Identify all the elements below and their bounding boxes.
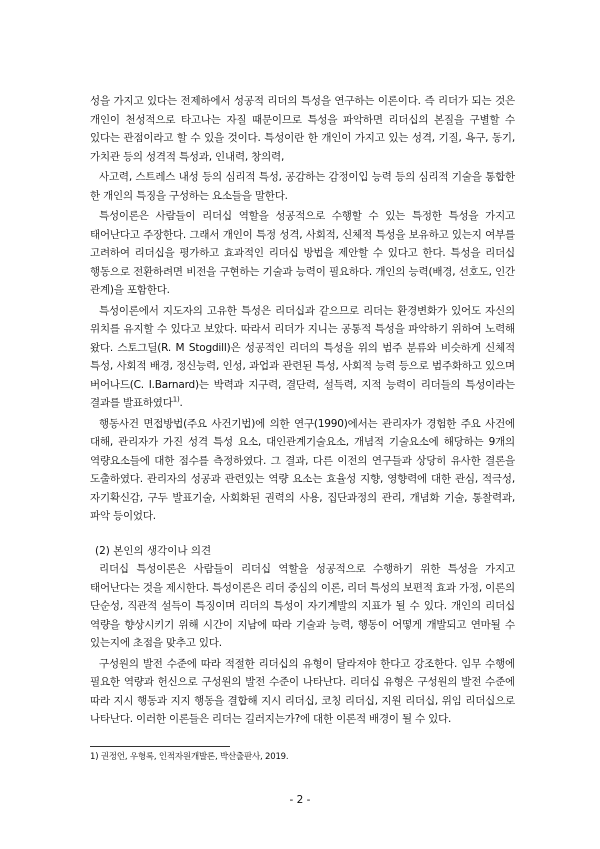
footnote-reference[interactable]: 1)	[172, 395, 180, 404]
paragraph-4	[90, 302, 515, 413]
paragraph-2: 사고력, 스트레스 내성 등의 심리적 특성, 공감하는 감정이입 능력 등의 심리적 기술을 통합한 한 개인의 특징을 구성하는 요소들을 말한다.	[90, 171, 515, 202]
paragraph-1: 성을 가지고 있다는 전제하에서 성공적 리더의 특성을 연구하는 이론이다. 즉 리더가 되는 것은 개인이 천성적으로 타고나는 자질 때문이므로 특성을 파악하면 리더십의 본질을 구별할 수 있다는 관점이라고 할 수 있을 것이다. 특성이란 한 개인이 가지고 있는 성격, 기질, 욕구, 동기, 가치관 등의 성격적 특성과, 인내력, 창의력,	[90, 95, 515, 163]
paragraph-3: 특성이론은 사람들이 리더십 역할을 성공적으로 수행할 수 있는 특정한 특성을 가지고 태어난다고 주장한다. 그래서 개인이 특정 성격, 사회적, 신체적 특성을 보유하고 있는지 여부를 고려하여 리더십을 평가하고 효과적인 리더십 방법을 제안할 수 있다고 한다. 특성을 리더십 행동으로 전환하려면 비전을 구현하는 기술과 능력이 필요하다. 개인의 능력(배경, 선호도, 인간 관계)을 포함한다.	[90, 210, 515, 296]
paragraph-6: 리더십 특성이론은 사람들이 리더십 역할을 성공적으로 수행하기 위한 특성을 가지고 태어난다는 것을 제시한다. 특성이론은 리더 중심의 이론, 리더 특성의 보편적 효과 가정, 이론의 단순성, 직관적 설득이 특징이며 리더의 특성이 자기계발의 지표가 될 수 있다. 개인의 리더십 역량을 향상시키기 위해 시간이 지남에 따라 기술과 능력, 행동이 어떻게 개발되고 연마될 수 있는지에 초점을 맞추고 있다.	[90, 563, 515, 649]
footnote: 1) 권정언, 우형록, 인적자원개발론, 박산출판사, 2019.	[90, 752, 289, 762]
section-spacer	[90, 528, 515, 542]
paragraph-7: 구성원의 발전 수준에 따라 적절한 리더십의 유형이 달라져야 한다고 강조한다. 임무 수행에 필요한 역량과 헌신으로 구성원의 발전 수준이 나타난다. 리더십 유형은 구성원의 발전 수준에 따라 지시 행동과 지지 행동을 결합해 지시 리더십, 코칭 리더십, 지원 리더십, 위임 리더십으로 나타난다. 이러한 이론들은 리더는 길러지는가?에 대한 이론적 배경이 될 수 있다.	[90, 657, 515, 725]
footnote-divider	[90, 746, 230, 747]
page-number: - 2 -	[289, 794, 311, 806]
paragraph-5: 행동사건 면접방법(주요 사건기법)에 의한 연구(1990)에서는 관리자가 경험한 주요 사건에 대해, 관리자가 가진 성격 특성 요소, 대인관계기술요소, 개념적 기술요소에 해당하는 9개의 역량요소들에 대한 점수를 측정하였다. 그 결과, 다른 이전의 연구들과 상당히 유사한 결론을 도출하였다. 관리자의 성공과 관련있는 역량 요소는 효율성 지향, 영향력에 대한 관심, 적극성, 자기확신감, 구두 발표기술, 사회화된 권력의 사용, 집단과정의 관리, 개념화 기술, 통찰력과, 파악 등이었다.	[90, 417, 515, 522]
paragraph-4-text: 특성이론에서 지도자의 고유한 특성은 리더십과 같으므로 리더는 환경변화가 있어도 자신의 위치를 유지할 수 있다고 보았다. 따라서 리더가 지니는 공통적 특성을 파악하기 위하여 노력해 왔다. 스토그딜(R. M Stogdill)은 성공적인 리더의 특성을 위의 범주 분류와 비슷하게 신체적 특성, 사회적 배경, 정신능력, 인성, 과업과 관련된 특성, 사회적 능력 등으로 범주화하고 있으며 버어나드(C. I.Barnard)는 박력과 지구력, 결단력, 설득력, 지적 능력이 리더들의 특성이라는 결과를 발표하였다	[90, 304, 515, 409]
document-body	[90, 92, 515, 731]
section-heading: (2) 본인의 생각이나 의견	[95, 544, 212, 557]
paragraph-4-end: .	[179, 397, 183, 409]
